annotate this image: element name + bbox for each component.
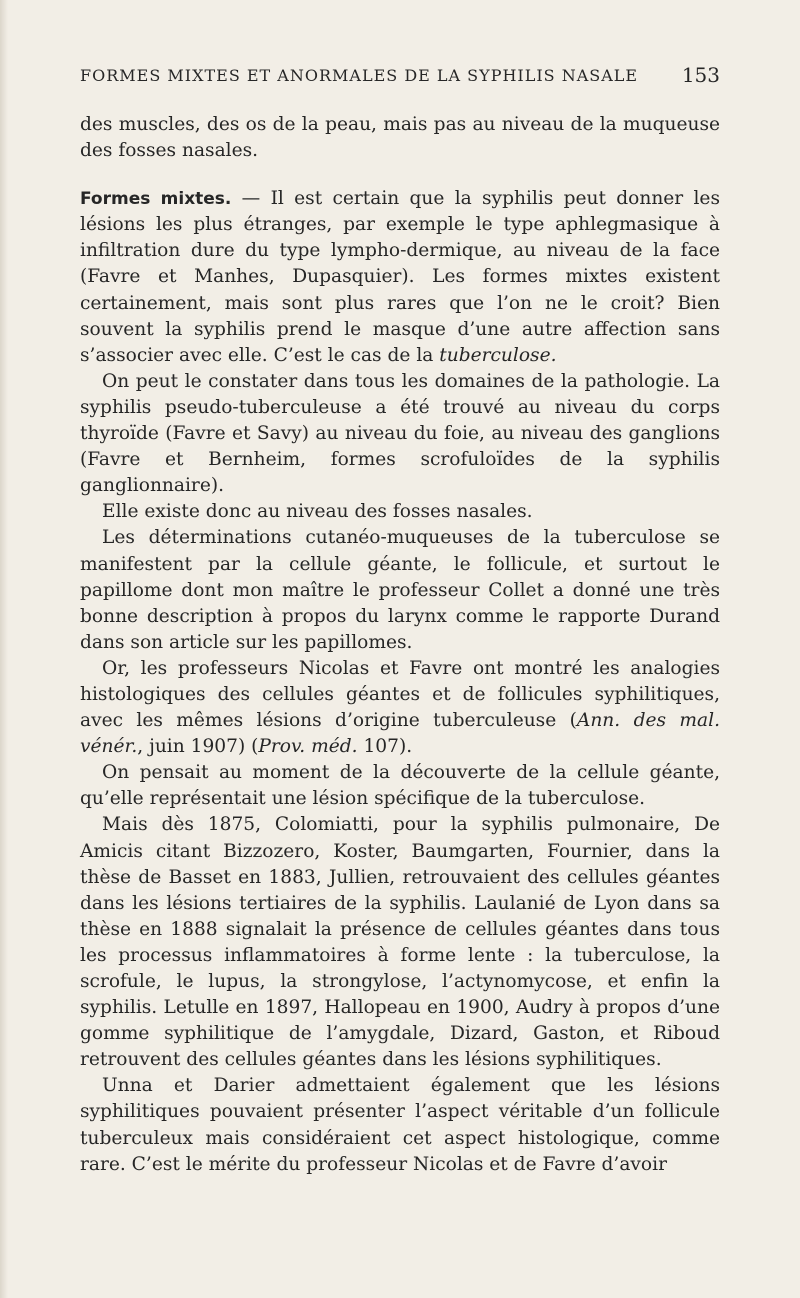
- paragraph-cellule-geante: On pensait au moment de la découverte de la cellule géante, qu’elle représentait une lésion spécifique de la tuberculose.: [80, 762, 720, 810]
- paragraph-text: — Il est certain que la syphilis peut donner les lésions les plus étranges, par exemple le type aphlegmasique à infiltration dure du type lympho-dermique, au niveau de la face (Favre et Manhes, Dupasquier). Les formes mixtes existent certainement, mais sont plus rares que l’on ne le croit? Bien souvent la syphilis prend le masque d’une autre affection sans s’associer avec elle. C’est le cas de la: [80, 188, 720, 366]
- body-text: [80, 112, 720, 1178]
- paragraph-determinations: Les déterminations cutanéo-muqueuses de la tuberculose se manifestent par la cellule géante, le follicule, et surtout le papillome dont mon maître le professeur Collet a donné une très bonne description à propos du larynx comme le rapporte Durand dans son article sur les papillomes.: [80, 527, 720, 653]
- italic-term: tuberculose.: [439, 344, 557, 366]
- citation-journal: Prov. méd.: [258, 736, 358, 758]
- paragraph-unna-darier: Unna et Darier admettaient également que les lésions syphilitiques pouvaient présenter l’aspect véritable d’un follicule tuberculeux mais considéraient cet aspect histologique, comme rare. C’est le mérite du professeur Nicolas et de Favre d’avoir: [80, 1075, 720, 1175]
- paragraph-analogies: [80, 656, 720, 760]
- paragraph-pathologie: On peut le constater dans tous les domaines de la pathologie. La syphilis pseudo-tuberculeuse a été trouvé au niveau du corps thyroïde (Favre et Savy) au niveau du foie, au niveau des ganglions (Favre et Bernheim, formes scrofuloïdes de la syphilis ganglionnaire).: [80, 370, 720, 497]
- section-heading: Formes mixtes.: [80, 189, 232, 210]
- page-number: 153: [681, 63, 720, 87]
- paragraph-text: Or, les professeurs Nicolas et Favre ont montré les analogies histologiques des cellules géantes et de follicules syphilitiques, avec les mêmes lésions d’origine tuberculeuse (: [80, 657, 720, 732]
- citation-journal: Ann. des mal. vénér.: [80, 710, 720, 758]
- paragraph-historique: Mais dès 1875, Colomiatti, pour la syphilis pulmonaire, De Amicis citant Bizzozero, Koster, Baumgarten, Fournier, dans la thèse de Basset en 1883, Jullien, retrouvaient des cellules géantes dans les lésions tertiaires de la syphilis. Laulanié de Lyon dans sa thèse en 1888 signalait la présence de cellules géantes dans tous les processus inflammatoires à forme lente : la tuberculose, la scrofule, le lupus, la strongylose, l’actynomycose, et enfin la syphilis. Letulle en 1897, Hallopeau en 1900, Audry à propos d’une gomme syphilitique de l’amygdale, Dizard, Gaston, et Riboud retrouvent des cellules géantes dans les lésions syphilitiques.: [80, 814, 720, 1071]
- page-binding-edge: [0, 0, 8, 1298]
- running-title: FORMES MIXTES ET ANORMALES DE LA SYPHILIS NASALE: [80, 66, 639, 85]
- page-header: [80, 63, 720, 90]
- paragraph-text: , juin 1907) (: [137, 736, 259, 758]
- paragraph-fosses-nasales: Elle existe donc au niveau des fosses nasales.: [102, 501, 533, 523]
- paragraph-text: 107).: [357, 736, 413, 758]
- paragraph-continuation: des muscles, des os de la peau, mais pas au niveau de la muqueuse des fosses nasales.: [80, 114, 720, 162]
- paragraph-formes-mixtes: [80, 186, 720, 369]
